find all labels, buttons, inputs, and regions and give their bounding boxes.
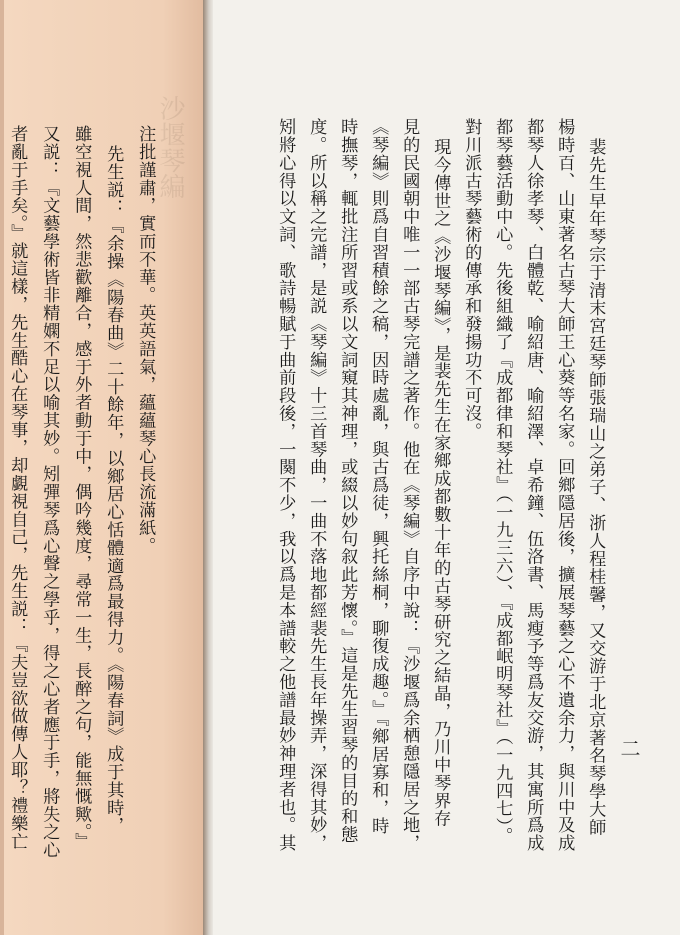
text-column: 時撫琴，輒批注所習或系以文詞窺其神理，或綴以妙句叙此芳懷。』這是先生習琴的目的和態 [337, 118, 358, 844]
text-column: 矧將心得以文詞、歌詩暢賦于曲前段後，一闋不少，我以爲是本譜較之他譜最妙神理者也。其 [275, 118, 296, 852]
text-column: 楊時百、山東著名古琴大師王心葵等名家。回鄉隱居後，擴展琴藝之心不遺余力，與川中及成 [554, 118, 575, 852]
text-column: 度。所以稱之完譜，是説《琴編》十三首琴曲，一曲不落地都經裴先生長年操弄，深得其妙， [306, 118, 327, 852]
left-text-column: 注批謹肅，實而不華。英英語氣，蘊蘊琴心長流滿紙。 [135, 125, 156, 555]
left-page [0, 0, 203, 935]
text-column: 都琴藝活動中心。先後組織了『成都律和琴社』（一九三六）、『成都岷明琴社』（一九四七）。 [492, 118, 513, 845]
text-column: 對川派古琴藝術的傳承和發揚功不可沒。 [461, 118, 482, 441]
book-gutter [203, 0, 213, 935]
page-number: 二 [617, 738, 641, 758]
show-through-text: 沙堰琴編 [155, 95, 185, 199]
text-column: 《琴編》則爲自習積餘之稿，因時處亂，與古爲徒，興托絲桐，聊復成趣。』『鄉居寡和，時 [368, 118, 389, 835]
text-column: 見的民國朝中唯一一部古琴完譜之著作。他在《琴編》自序中說：『沙堰爲余栖憩隱居之地， [399, 118, 420, 852]
left-text-column: 雖空視人間，然悲歡離合，感于外者動于中，偶吟幾度，尋常一生，長醉之句，能無慨歟。』 [71, 125, 92, 851]
left-text-column: 者亂于手矣。』就這樣，先生酷心在琴事，却覷視自己，先生説：『夫豈欲做傳人耶？禮樂亡 [7, 125, 28, 851]
text-column: 裴先生早年琴宗于清末宮廷琴師張瑞山之弟子、浙人程桂馨，又交游于北京著名琴學大師 [585, 138, 606, 837]
left-text-column: 先生説：『余操《陽春曲》二十餘年，以鄉居心恬體適爲最得力。《陽春詞》成于其時， [103, 145, 124, 835]
text-column: 現今傳世之《沙堰琴編》，是裴先生在家鄉成都數十年的古琴研究之結晶，乃川中琴界存 [430, 138, 451, 828]
page-edge [0, 0, 4, 935]
text-column: 都琴人徐孝琴、白體乾、喻紹唐、喻紹澤、卓希鐘、伍洛書、馬瘦予等爲友交游，其寓所爲成 [523, 118, 544, 852]
left-text-column: 又説：『文藝學術皆非精嫻不足以喻其妙。矧彈琴爲心聲之學乎，得之心者應于手，將失之心 [39, 125, 60, 859]
